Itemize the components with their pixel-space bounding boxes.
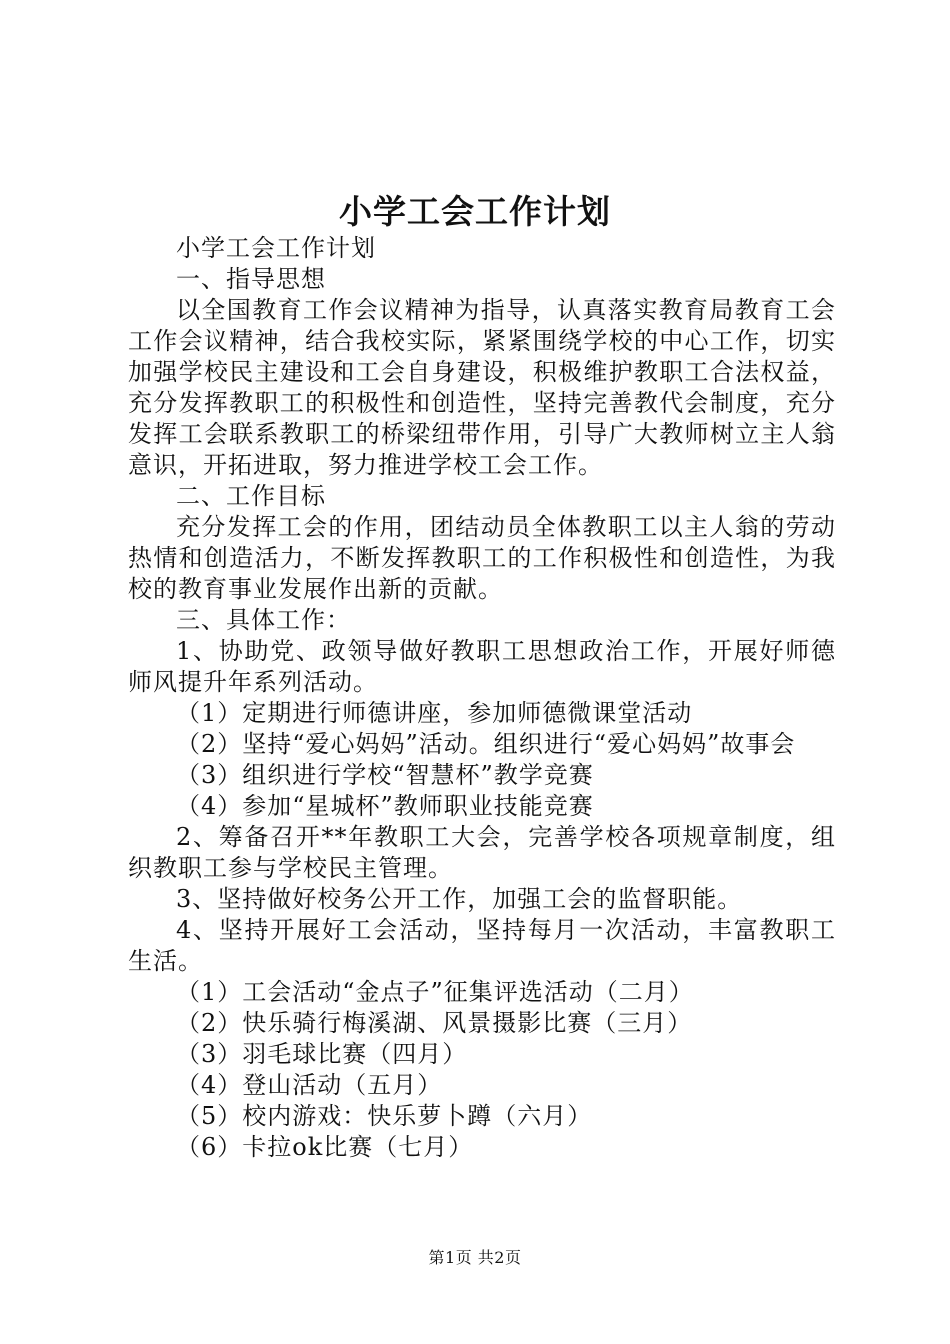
- work-item-2: 2、筹备召开**年教职工大会，完善学校各项规章制度，组织教职工参与学校民主管理。: [128, 823, 836, 882]
- activity-item: （6）卡拉ok比赛（七月）: [176, 1133, 474, 1161]
- work-item-1: 1、协助党、政领导做好教职工思想政治工作，开展好师德师风提升年系列活动。: [128, 637, 836, 696]
- activity-item: （2）快乐骑行梅溪湖、风景摄影比赛（三月）: [176, 1009, 693, 1037]
- section-heading-guiding-thought: 一、指导思想: [176, 265, 326, 293]
- activity-item: （3）羽毛球比赛（四月）: [176, 1040, 468, 1068]
- work-item-3: 3、坚持做好校务公开工作，加强工会的监督职能。: [176, 885, 743, 913]
- document-title: 小学工会工作计划: [339, 192, 611, 231]
- work-subitem: （1）定期进行师德讲座，参加师德微课堂活动: [176, 699, 693, 727]
- work-subitem: （2）坚持“爱心妈妈”活动。组织进行“爱心妈妈”故事会: [176, 730, 796, 758]
- work-subitem: （4）参加“星城杯”教师职业技能竞赛: [176, 792, 594, 820]
- activity-item: （1）工会活动“金点子”征集评选活动（二月）: [176, 978, 694, 1006]
- work-item-4: 4、坚持开展好工会活动，坚持每月一次活动，丰富教职工生活。: [128, 916, 836, 975]
- page-footer: 第1页 共2页: [428, 1248, 522, 1267]
- activity-item: （4）登山活动（五月）: [176, 1071, 443, 1099]
- section-heading-specific-work: 三、具体工作：: [176, 606, 351, 634]
- activity-item: （5）校内游戏：快乐萝卜蹲（六月）: [176, 1102, 593, 1130]
- paragraph-goals: 充分发挥工会的作用，团结动员全体教职工以主人翁的劳动热情和创造活力，不断发挥教职工的工作积极性和创造性，为我校的教育事业发展作出新的贡献。: [128, 513, 836, 603]
- work-subitem: （3）组织进行学校“智慧杯”教学竞赛: [176, 761, 594, 789]
- section-heading-goals: 二、工作目标: [176, 482, 326, 510]
- paragraph-heading-repeat: 小学工会工作计划: [176, 234, 376, 262]
- document-body: [128, 233, 836, 1163]
- paragraph-guiding-thought: 以全国教育工作会议精神为指导，认真落实教育局教育工会工作会议精神，结合我校实际，紧紧围绕学校的中心工作，切实加强学校民主建设和工会自身建设，积极维护教职工合法权益，充分发挥教职工的积极性和创造性，坚持完善教代会制度，充分发挥工会联系教职工的桥梁纽带作用，引导广大教师树立主人翁意识，开拓进取，努力推进学校工会工作。: [128, 296, 836, 479]
